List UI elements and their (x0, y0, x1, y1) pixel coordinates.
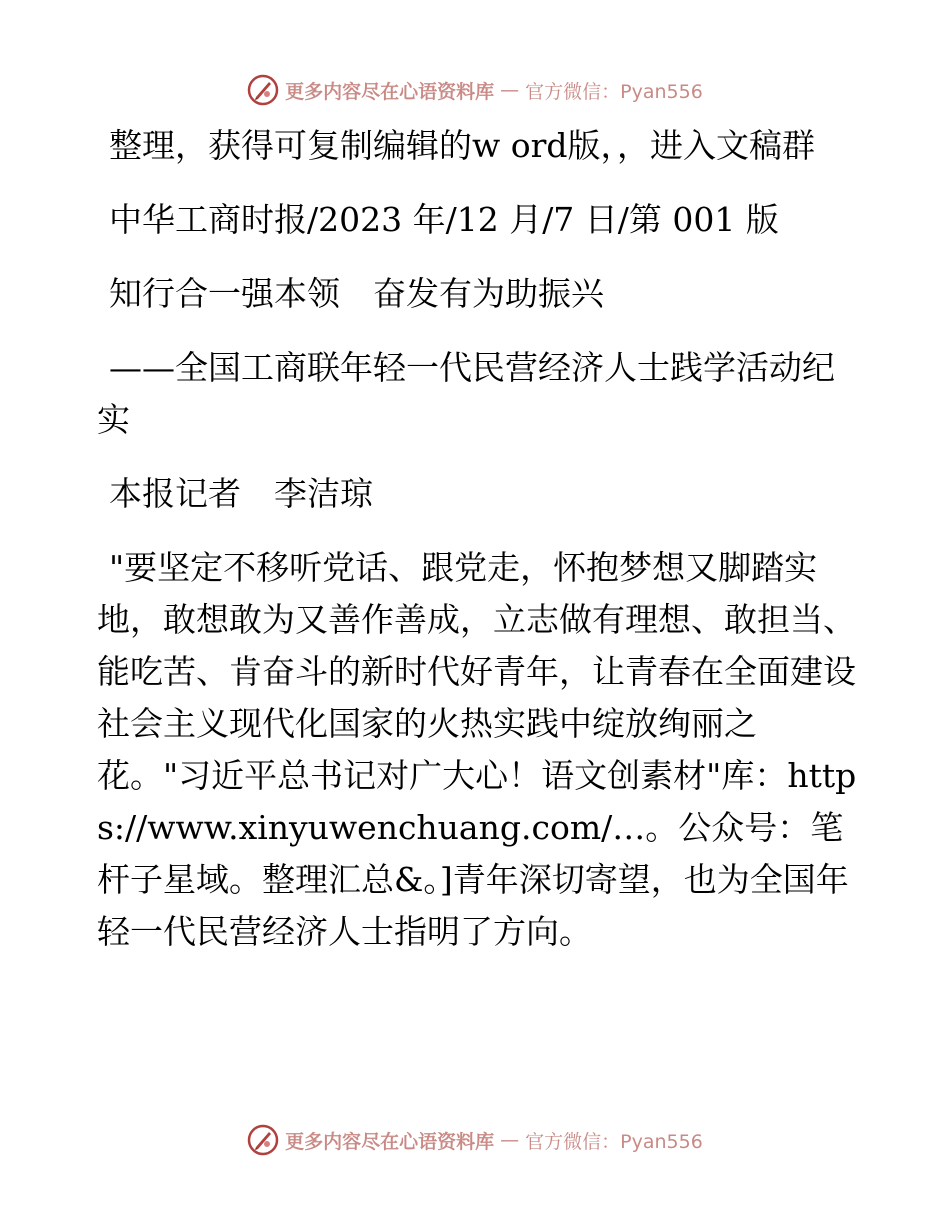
watermark-brand-text: 更多内容尽在心语资料库 (285, 1130, 495, 1153)
quill-pen-logo-icon (247, 74, 279, 106)
body-paragraph: "要坚定不移听党话、跟党走，怀抱梦想又脚踏实地，敢想敢为又善作善成，立志做有理想、敢担当、能吃苦、肯奋斗的新时代好青年，让青春在全面建设社会主义现代化国家的火热实践中绽放绚丽之花。"习近平总书记对广大心！语文创素材"库：https://www.xinyuwenchuang.com/…。公众号：笔杆子星域。整理汇总&。]青年深切寄望，也为全国年轻一代民营经济人士指明了方向。 (97, 548, 857, 951)
watermark-contact-text: 官方微信：Pyan556 (525, 1130, 703, 1153)
watermark-separator: — (500, 79, 520, 101)
intro-note: 整理，获得可复制编辑的w ord版，，进入文稿群 (109, 126, 816, 165)
article-subtitle: ——全国工商联年轻一代民营经济人士践学活动纪实 (97, 348, 835, 439)
watermark-banner-top (0, 72, 950, 108)
quill-pen-logo-icon (247, 1124, 279, 1156)
watermark-banner-bottom (0, 1122, 950, 1158)
article-title: 知行合一强本领 奋发有为助振兴 (109, 274, 604, 313)
watermark-contact-text: 官方微信：Pyan556 (525, 80, 703, 103)
byline: 本报记者 李洁琼 (109, 474, 373, 513)
watermark-brand-text: 更多内容尽在心语资料库 (285, 80, 495, 103)
publication-line: 中华工商时报/2023 年/12 月/7 日/第 001 版 (109, 200, 779, 239)
document-body (97, 120, 857, 980)
watermark-separator: — (500, 1129, 520, 1151)
